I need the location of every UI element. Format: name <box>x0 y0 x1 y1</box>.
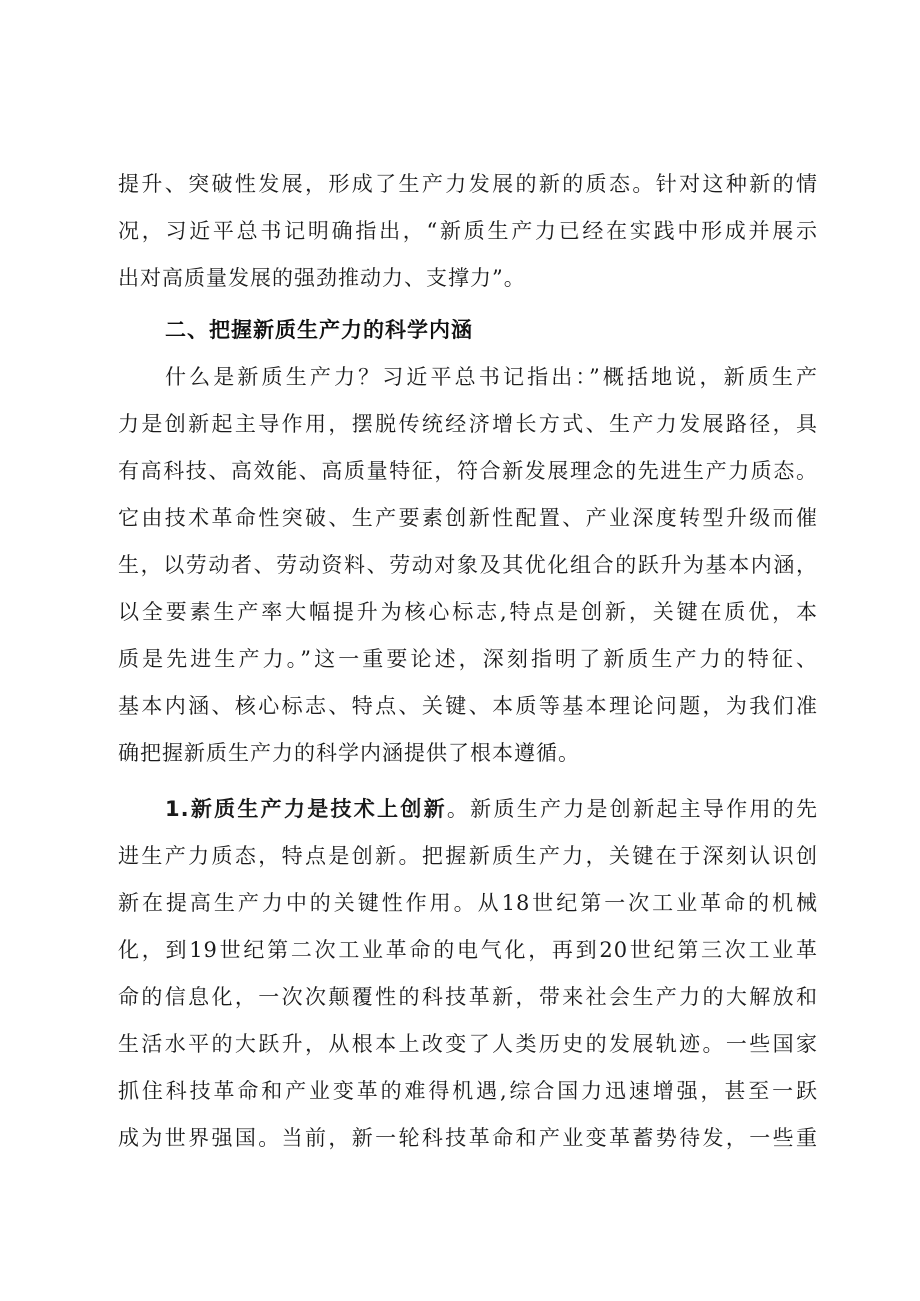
paragraph-line: 什么是新质生产力？习近平总书记指出：”概括地说，新质生产 <box>165 365 818 389</box>
paragraph-line: 力是创新起主导作用，摆脱传统经济增长方式、生产力发展路径，具 <box>118 412 818 436</box>
paragraph-line: 化，到19世纪第二次工业革命的电气化，再到20世纪第三次工业革 <box>118 938 818 962</box>
paragraph-line: 出对高质量发展的强劲推动力、支撑力”。 <box>118 266 526 290</box>
paragraph-line: 质是先进生产力。”这一重要论述，深刻指明了新质生产力的特征、 <box>118 647 818 671</box>
paragraph-line: 成为世界强国。当前，新一轮科技革命和产业变革蓄势待发，一些重 <box>118 1126 818 1150</box>
point-heading: 1.新质生产力是技术上创新 <box>165 797 447 821</box>
paragraph-line: 以全要素生产率大幅提升为核心标志,特点是创新，关键在质优，本 <box>118 600 818 624</box>
paragraph-line: 生，以劳动者、劳动资料、劳动对象及其优化组合的跃升为基本内涵， <box>118 553 818 577</box>
paragraph-line: 它由技术革命性突破、生产要素创新性配置、产业深度转型升级而催 <box>118 506 818 530</box>
paragraph-line: 进生产力质态，特点是创新。把握新质生产力，关键在于深刻认识创 <box>118 844 818 868</box>
paragraph-line: 提升、突破性发展，形成了生产力发展的新的质态。针对这种新的情 <box>118 172 818 196</box>
paragraph-text: 。新质生产力是创新起主导作用的先 <box>446 797 819 821</box>
paragraph-line: 况，习近平总书记明确指出，“新质生产力已经在实践中形成并展示 <box>118 219 818 243</box>
section-heading: 二、把握新质生产力的科学内涵 <box>165 318 473 342</box>
paragraph-line: 确把握新质生产力的科学内涵提供了根本遵循。 <box>118 741 580 765</box>
paragraph-line: 生活水平的大跃升，从根本上改变了人类历史的发展轨迹。一些国家 <box>118 1032 818 1056</box>
paragraph-line: 命的信息化，一次次颠覆性的科技革新，带来社会生产力的大解放和 <box>118 985 818 1009</box>
paragraph-line: 基本内涵、核心标志、特点、关键、本质等基本理论问题，为我们准 <box>118 694 818 718</box>
paragraph-line: 抓住科技革命和产业变革的难得机遇,综合国力迅速增强，甚至一跃 <box>118 1079 818 1103</box>
paragraph-line: 有高科技、高效能、高质量特征，符合新发展理念的先进生产力质态。 <box>118 459 818 483</box>
paragraph-line: 新在提高生产力中的关键性作用。从18世纪第一次工业革命的机械 <box>118 891 818 915</box>
paragraph-first-line <box>165 787 818 831</box>
